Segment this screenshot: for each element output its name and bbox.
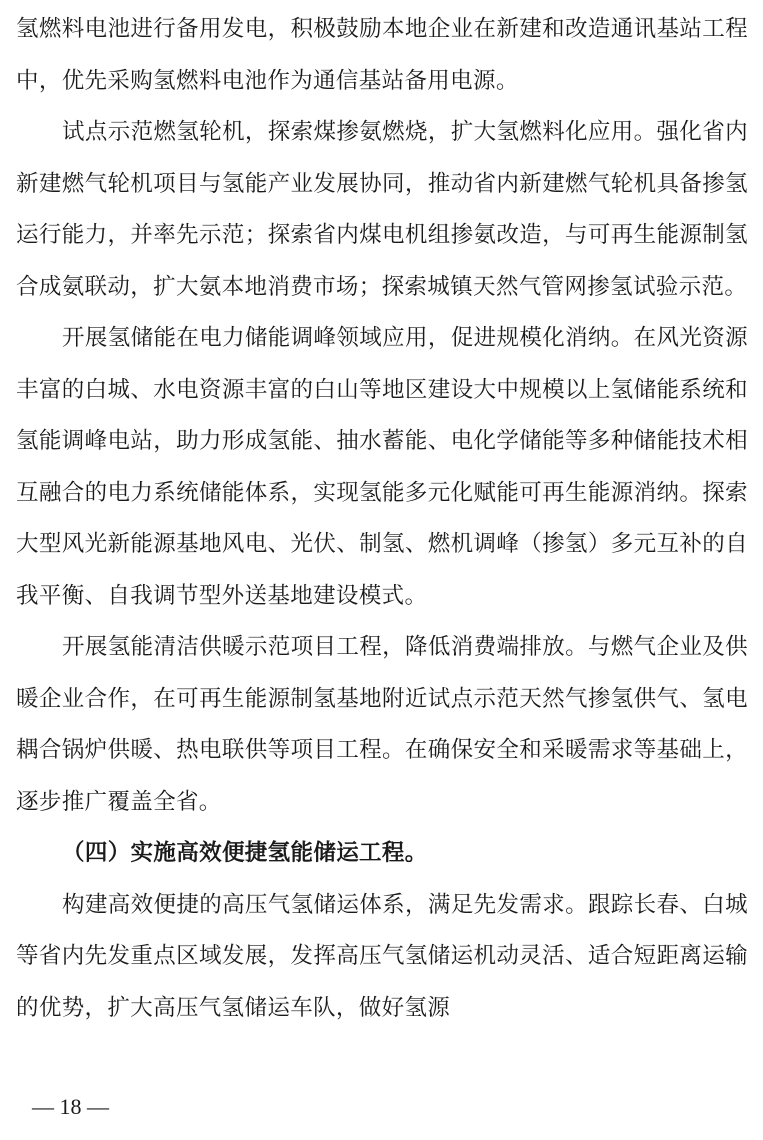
paragraph-storage-transport: 构建高效便捷的高压气氢储运体系，满足先发需求。跟踪长春、白城等省内先发重点区域发展，发挥高压气氢储运机动灵活、适合短距离运输的优势，扩大高压气氢储运车队，做好氢源 <box>16 891 748 1021</box>
intro-paragraph: 氢燃料电池进行备用发电，积极鼓励本地企业在新建和改造通讯基站工程中，优先采购氢燃料电池作为通信基站备用电源。 <box>16 16 748 94</box>
page-number: — 18 — <box>32 1094 109 1119</box>
body-text <box>16 4 748 1034</box>
paragraph-hydrogen-storage: 开展氢储能在电力储能调峰领域应用，促进规模化消纳。在风光资源丰富的白城、水电资源丰富的白山等地区建设大中规模以上氢储能系统和氢能调峰电站，助力形成氢能、抽水蓄能、电化学储能等多种储能技术相互融合的电力系统储能体系，实现氢能多元化赋能可再生能源消纳。探索大型风光新能源基地风电、光伏、制氢、燃机调峰（掺氢）多元互补的自我平衡、自我调节型外送基地建设模式。 <box>16 325 748 609</box>
section-heading: （四）实施高效便捷氢能储运工程。 <box>62 840 428 866</box>
paragraph-gas-turbine: 试点示范燃氢轮机，探索煤掺氨燃烧，扩大氢燃料化应用。强化省内新建燃气轮机项目与氢能产业发展协同，推动省内新建燃气轮机具备掺氢运行能力，并率先示范；探索省内煤电机组掺氨改造，与可再生能源制氢合成氨联动，扩大氨本地消费市场；探索城镇天然气管网掺氢试验示范。 <box>16 119 748 300</box>
paragraph-clean-heating: 开展氢能清洁供暖示范项目工程，降低消费端排放。与燃气企业及供暖企业合作，在可再生能源制氢基地附近试点示范天然气掺氢供气、氢电耦合锅炉供暖、热电联供等项目工程。在确保安全和采暖需求等基础上，逐步推广覆盖全省。 <box>16 634 748 815</box>
